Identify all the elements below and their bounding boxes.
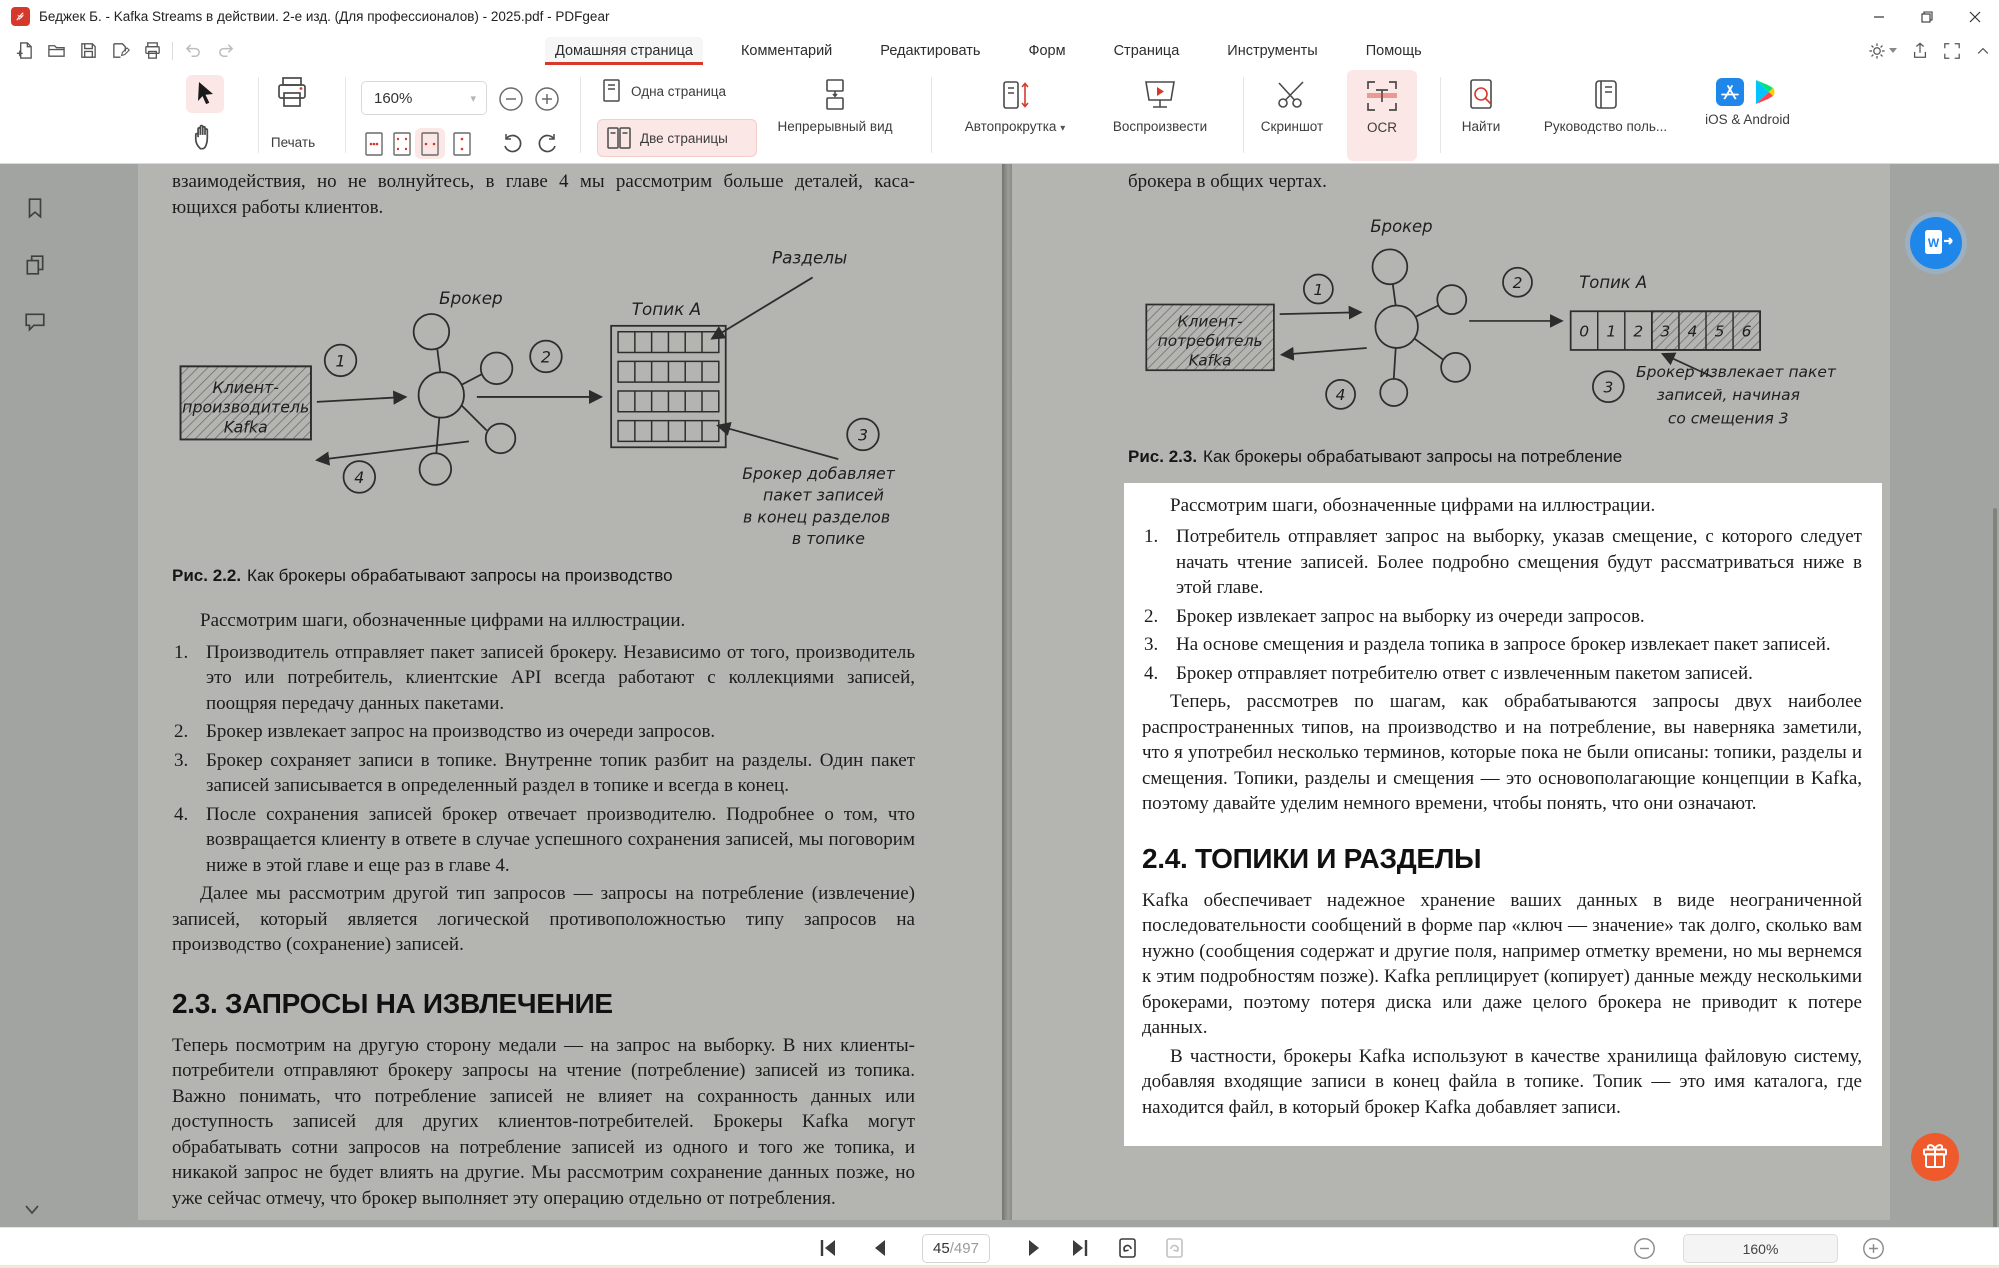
tab-page[interactable]: Страница xyxy=(1113,42,1180,59)
first-page-button[interactable] xyxy=(816,1236,840,1260)
bookmarks-panel-icon[interactable] xyxy=(24,197,46,219)
pdfgear-logo-icon xyxy=(11,7,30,26)
list-item: 2. Брокер извлекает запрос на производство из очереди запросов. xyxy=(174,721,716,742)
divider xyxy=(345,77,346,153)
zoom-out-button[interactable] xyxy=(498,86,524,112)
next-page-button[interactable] xyxy=(1022,1236,1046,1260)
zoom-combobox[interactable] xyxy=(361,81,487,115)
cell-value: 4 xyxy=(1687,321,1698,340)
figure-note: в конец разделов xyxy=(742,507,891,527)
step-number: 1 xyxy=(335,351,346,371)
zoom-in-button[interactable] xyxy=(534,86,560,112)
paragraph: брокера в общих чертах. xyxy=(1128,171,1327,192)
undo-icon[interactable] xyxy=(177,38,209,64)
caret-down-icon: ▾ xyxy=(1060,123,1066,134)
paragraph: Рассмотрим шаги, обозначенные цифрами на иллюстрации. xyxy=(1170,494,1656,516)
list-item: 4. Брокер отправляет потребителю ответ с извлеченным пакетом записей. xyxy=(1144,662,1753,684)
caption-text: Как брокеры обрабатывают запросы на потребление xyxy=(1203,446,1623,466)
page-number-input[interactable] xyxy=(922,1234,990,1263)
figure-label: Клиент- xyxy=(212,377,280,397)
comments-panel-icon[interactable] xyxy=(24,311,46,333)
autoscroll-label: Автопрокрутка xyxy=(964,119,1057,134)
cell-value: 3 xyxy=(1660,321,1671,340)
fit-height-button[interactable] xyxy=(450,131,474,157)
two-pages-button[interactable] xyxy=(597,119,757,157)
step-number: 3 xyxy=(1603,377,1614,396)
list-item: 4. После сохранения записей брокер отвечает производителю. Подробнее о том, что возвращается клиенту в ответе в случае успешного сохранения записей, мы поговорим ниже в этой главе и еще раз в главе 4. xyxy=(174,803,915,876)
step-number: 3 xyxy=(857,425,869,445)
figure-caption xyxy=(1128,447,1890,467)
tab-comment[interactable]: Комментарий xyxy=(740,42,833,59)
fit-width-button[interactable] xyxy=(415,128,445,159)
cell-value: 2 xyxy=(1633,321,1644,340)
list-item: 3. Брокер сохраняет записи в топике. Внутренне топик разбит на разделы. Один пакет записей записывается в определенный раздел в топике и всегда в конец. xyxy=(174,749,915,796)
promo-gift-button[interactable] xyxy=(1911,1133,1959,1181)
paragraph: взаимодействия, но не волнуйтесь, в главе 4 мы рассмотрим больше деталей, каса- xyxy=(172,171,915,192)
page-right xyxy=(1012,164,1890,1220)
next-view-button[interactable] xyxy=(1162,1236,1186,1260)
previous-view-button[interactable] xyxy=(1116,1236,1140,1260)
print-label[interactable]: Печать xyxy=(270,135,316,150)
theme-icon[interactable] xyxy=(1868,42,1897,60)
divider xyxy=(580,77,581,153)
tab-help[interactable]: Помощь xyxy=(1365,42,1422,59)
step-number: 4 xyxy=(354,467,365,487)
total-pages: /497 xyxy=(949,1240,979,1257)
figure-note: в топике xyxy=(791,529,865,549)
redo-icon[interactable] xyxy=(209,38,241,64)
mobile-apps-label: iOS & Android xyxy=(1705,112,1790,127)
cell-value: 0 xyxy=(1579,321,1590,340)
screenshot-label: Скриншот xyxy=(1260,119,1324,134)
fit-page-button[interactable] xyxy=(390,131,414,157)
figure-label: Разделы xyxy=(772,247,848,268)
page-left xyxy=(138,164,1002,1220)
figure-label: производитель xyxy=(182,397,310,417)
paragraph: Далее мы рассмотрим другой тип запросов — запросы на потребление (извлечение) записей, который является логической противоположностью типу запросов на производство (сохранение) записей. xyxy=(172,883,915,955)
figure-label: Брокер xyxy=(1370,216,1433,236)
appstore-icon xyxy=(1716,78,1744,106)
current-page: 45 xyxy=(933,1240,950,1257)
last-page-button[interactable] xyxy=(1068,1236,1092,1260)
actual-size-button[interactable] xyxy=(362,131,386,157)
chevron-down-icon: ▾ xyxy=(470,92,476,105)
tab-form[interactable]: Форм xyxy=(1028,42,1066,59)
save-icon[interactable] xyxy=(72,38,104,64)
figure-note: со смещения 3 xyxy=(1667,408,1789,427)
figure-label: Брокер xyxy=(439,288,503,309)
cell-value: 6 xyxy=(1741,321,1752,340)
cell-value: 1 xyxy=(1606,321,1617,340)
thumbnails-panel-icon[interactable] xyxy=(24,254,46,276)
rotate-left-icon[interactable] xyxy=(500,130,524,156)
divider xyxy=(931,77,932,153)
continuous-view-label: Непрерывный вид xyxy=(777,119,893,134)
user-guide-button[interactable] xyxy=(1528,70,1683,161)
tab-edit[interactable]: Редактировать xyxy=(880,42,981,59)
figure-label: потребитель xyxy=(1157,331,1263,350)
divider xyxy=(172,42,173,60)
list-item: 1. Производитель отправляет пакет записей брокеру. Независимо от того, производитель это или потребитель, клиентские API всегда работают с коллекциями записей, поощряя передачу данных пакетами. xyxy=(174,641,915,714)
list-item: 2. Брокер извлекает запрос на выборку из очереди запросов. xyxy=(1144,605,1645,627)
list-item: 1. Потребитель отправляет запрос на выборку, указав смещение, с которого следует начать чтение записей. Более подробно смещения будут рассматриваться ниже в этой главе. xyxy=(1144,526,1862,598)
ocr-selection-region[interactable] xyxy=(1124,483,1882,1147)
convert-to-word-button[interactable] xyxy=(1910,217,1962,269)
menu-bar xyxy=(0,33,1999,68)
find-label: Найти xyxy=(1461,119,1501,134)
two-pages-label: Две страницы xyxy=(640,130,728,146)
share-icon[interactable] xyxy=(1911,42,1929,60)
figure-label: Kafka xyxy=(223,417,268,437)
collapse-ribbon-icon[interactable] xyxy=(1975,43,1991,59)
one-page-label: Одна страница xyxy=(631,83,726,99)
play-button[interactable] xyxy=(1090,70,1230,161)
zoom-in-slider-button[interactable] xyxy=(1862,1237,1885,1260)
figure-note: записей, начиная xyxy=(1656,385,1800,404)
paragraph: ющихся работы клиентов. xyxy=(172,196,384,218)
section-heading: 2.4. ТОПИКИ И РАЗДЕЛЫ xyxy=(1142,842,1482,874)
zoom-out-slider-button[interactable] xyxy=(1633,1237,1656,1260)
one-page-button[interactable] xyxy=(600,78,726,104)
figure-note: Брокер извлекает пакет xyxy=(1636,362,1836,381)
figure-2-2 xyxy=(172,232,915,550)
section-heading: 2.3. ЗАПРОСЫ НА ИЗВЛЕЧЕНИЕ xyxy=(172,987,613,1019)
autoscroll-button[interactable] xyxy=(945,70,1085,161)
figure-note: Брокер добавляет xyxy=(742,463,895,483)
select-tool-button[interactable] xyxy=(186,75,224,113)
caption-text: Как брокеры обрабатывают запросы на производство xyxy=(247,566,673,585)
mobile-apps-button[interactable] xyxy=(1685,70,1810,161)
figure-label: Клиент- xyxy=(1177,312,1243,331)
user-guide-label: Руководство поль... xyxy=(1543,119,1668,134)
find-button[interactable] xyxy=(1440,70,1522,161)
zoom-value: 160% xyxy=(374,89,413,107)
print-button[interactable] xyxy=(272,75,312,113)
figure-label: Kafka xyxy=(1188,350,1232,369)
ocr-label: OCR xyxy=(1367,120,1397,135)
paragraph: Теперь посмотрим на другую сторону медали — на запрос на выборку. В них клиенты-потребители отправляют брокеру запросы на чтение (потребление) записей из топика. Важно понимать, что потребление записей не влияет на сохранность данных или доступность записей для других клиентов-потребителей. Брокеры Kafka могут обрабатывать сотни запросов на потребление записей из одного и того же топика, и никакой запрос не будет влиять на другие. Мы рассмотрим сохранение данных позже, но уже сейчас отмечу, что брокер выполняет эту операцию отдельно от потребления. xyxy=(172,1034,915,1209)
restore-button[interactable] xyxy=(1903,0,1951,33)
window-title: Беджек Б. - Kafka Streams в действии. 2-е изд. (Для профессионалов) - 2025.pdf - PDFgear xyxy=(39,9,610,24)
step-number: 4 xyxy=(1335,385,1346,404)
collapse-bottom-icon[interactable] xyxy=(22,1202,42,1218)
svg-text:W: W xyxy=(1927,236,1940,250)
minimize-button[interactable] xyxy=(1855,0,1903,33)
paragraph: Kafka обеспечивает надежное хранение ваших данных в виде неограниченной последовательности сообщений в форме пар «ключ — значение» так долго, сколько вам нужно (сообщения содержат и другие поля, например отметку времени, но мы вернемся к этим подробностям позже). Kafka реплицирует (копирует) данные между несколькими брокерами, поэтому потеря диска или даже целого брокера не приводит к потере данных. xyxy=(1142,889,1862,1038)
status-bar xyxy=(0,1227,1999,1268)
close-button[interactable] xyxy=(1951,0,1999,33)
caption-number: Рис. 2.3. xyxy=(1128,446,1198,466)
paragraph: Рассмотрим шаги, обозначенные цифрами на иллюстрации. xyxy=(200,610,686,631)
zoom-level-display[interactable] xyxy=(1683,1234,1838,1263)
figure-caption xyxy=(172,566,915,586)
ribbon-tabs xyxy=(545,33,1432,68)
play-label: Воспроизвести xyxy=(1112,119,1208,134)
title-bar xyxy=(0,0,1999,33)
save-as-icon[interactable] xyxy=(104,38,136,64)
figure-note: пакет записей xyxy=(763,485,884,505)
ocr-button[interactable] xyxy=(1347,70,1417,161)
step-number: 1 xyxy=(1313,280,1324,299)
caption-number: Рис. 2.2. xyxy=(172,566,242,585)
numbered-list xyxy=(172,640,915,879)
screenshot-button[interactable] xyxy=(1237,70,1347,161)
list-item: 3. На основе смещения и раздела топика в запросе брокер извлекает пакет записей. xyxy=(1144,634,1831,655)
new-file-icon[interactable] xyxy=(8,38,40,64)
tab-tools[interactable]: Инструменты xyxy=(1227,42,1318,59)
document-canvas[interactable] xyxy=(0,164,1999,1228)
fullscreen-icon[interactable] xyxy=(1943,42,1961,60)
numbered-list xyxy=(1142,524,1862,686)
step-number: 2 xyxy=(540,347,552,367)
figure-label: Топик А xyxy=(1579,272,1648,292)
continuous-view-button[interactable] xyxy=(765,70,905,161)
open-file-icon[interactable] xyxy=(40,38,72,64)
figure-label: Топик А xyxy=(631,298,702,319)
zoom-percentage: 160% xyxy=(1742,1240,1779,1257)
hand-tool-button[interactable] xyxy=(192,121,218,151)
step-number: 2 xyxy=(1512,273,1523,292)
tab-home[interactable]: Домашняя страница xyxy=(545,37,703,65)
cell-value: 5 xyxy=(1714,321,1725,340)
vertical-scrollbar[interactable] xyxy=(1993,508,1997,1268)
paragraph: Теперь, рассмотрев по шагам, как обрабатываются запросы двух наиболее распространенных типов, на производство и на потребление, вы наверняка заметили, что я употребил несколько терминов, которые пока не были описаны: топики, разделы и смещения. Топики, разделы и смещения — это основополагающие концепции в Kafka, поэтому давайте уделим немного времени, чтобы понять, что они означают. xyxy=(1142,691,1862,814)
rotate-right-icon[interactable] xyxy=(536,130,560,156)
figure-2-3 xyxy=(1128,203,1878,435)
print-icon[interactable] xyxy=(136,38,168,64)
googleplay-icon xyxy=(1751,78,1779,106)
paragraph: В частности, брокеры Kafka используют в качестве хранилища файловую систему, добавляя входящие записи в конец файла в топике. Топик — это имя каталога, где находится файл, в который брокер Kafka добавляет записи. xyxy=(1142,1045,1862,1118)
previous-page-button[interactable] xyxy=(868,1236,892,1260)
ribbon xyxy=(0,68,1999,164)
